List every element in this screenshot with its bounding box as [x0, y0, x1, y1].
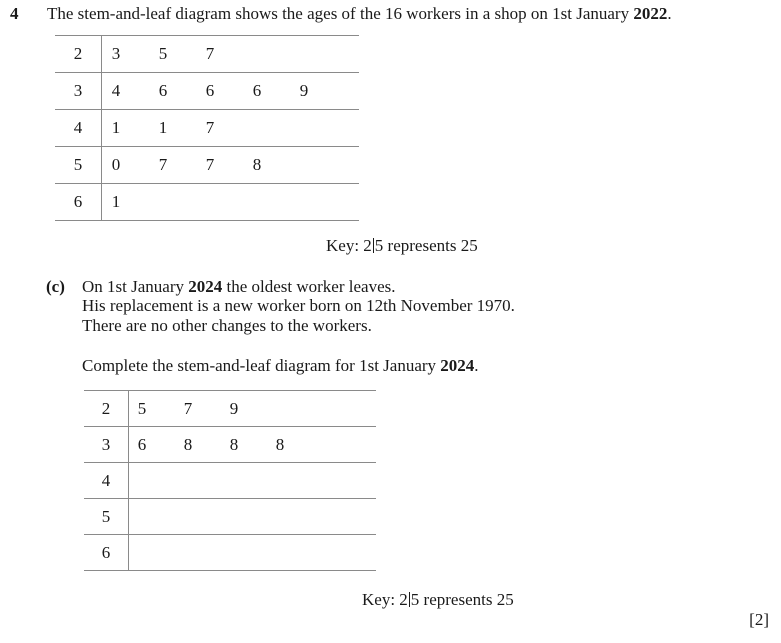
leaf-value: 8 — [183, 434, 193, 454]
leaf-value: 9 — [299, 81, 309, 100]
key-2024-suffix: 5 represents 25 — [410, 590, 514, 609]
question-number: 4 — [10, 4, 19, 23]
part-c-line-3: There are no other changes to the workers. — [82, 316, 372, 335]
leaf-value: 7 — [205, 118, 215, 137]
part-c-line-1-prefix: On 1st January — [82, 277, 189, 296]
leaves-cell — [102, 184, 360, 221]
stem-cell: 6 — [84, 535, 129, 571]
key-2022-divider — [373, 238, 374, 253]
diagram-row — [84, 427, 376, 463]
leaf-value: 8 — [252, 155, 262, 174]
leaves-cell[interactable] — [129, 463, 377, 499]
question-stem-prefix: The stem-and-leaf diagram shows the ages of the 16 workers in a shop on 1st January — [47, 4, 634, 23]
leaf-value: 7 — [158, 155, 168, 174]
leaf-value: 8 — [229, 434, 239, 454]
key-2024-prefix: Key: 2 — [362, 590, 408, 609]
stem-cell: 3 — [55, 73, 102, 110]
part-c-instruction-suffix: . — [474, 356, 479, 375]
leaves-cell[interactable] — [129, 391, 377, 427]
key-2022 — [326, 236, 478, 256]
leaf-value: 7 — [183, 398, 193, 418]
diagram-row — [55, 147, 359, 184]
stem-cell: 5 — [55, 147, 102, 184]
leaf-value: 6 — [252, 81, 262, 100]
part-c-instruction-prefix: Complete the stem-and-leaf diagram for 1st January — [82, 356, 441, 375]
diagram-row — [55, 36, 359, 73]
leaves-cell — [102, 147, 360, 184]
part-c-line-1 — [82, 277, 395, 297]
leaf-value: 7 — [205, 44, 215, 63]
leaf-value: 3 — [111, 44, 121, 63]
leaves-cell — [102, 36, 360, 73]
question-stem — [47, 4, 672, 24]
diagram-row — [55, 184, 359, 221]
stem-cell: 6 — [55, 184, 102, 221]
leaf-value: 5 — [137, 398, 147, 418]
stem-cell: 4 — [84, 463, 129, 499]
leaf-value: 6 — [158, 81, 168, 100]
leaves-cell — [102, 73, 360, 110]
leaves-cell[interactable] — [129, 535, 377, 571]
part-c-line-1-year: 2024 — [188, 277, 223, 296]
stem-leaf-diagram-2024 — [84, 390, 376, 571]
diagram-row — [84, 499, 376, 535]
marks-available: [2] — [749, 610, 769, 629]
diagram-row — [84, 535, 376, 571]
question-stem-year: 2022 — [633, 4, 668, 23]
leaf-value: 7 — [205, 155, 215, 174]
leaf-value: 6 — [205, 81, 215, 100]
leaves-cell[interactable] — [129, 499, 377, 535]
stem-cell: 3 — [84, 427, 129, 463]
leaf-value: 1 — [111, 118, 121, 137]
key-2022-prefix: Key: 2 — [326, 236, 372, 255]
stem-cell: 5 — [84, 499, 129, 535]
diagram-row — [55, 73, 359, 110]
leaf-value: 9 — [229, 398, 239, 418]
leaves-cell[interactable] — [129, 427, 377, 463]
diagram-row — [55, 110, 359, 147]
leaf-value: 5 — [158, 44, 168, 63]
part-c-instruction — [82, 356, 479, 376]
question-stem-suffix: . — [667, 4, 672, 23]
leaf-value: 0 — [111, 155, 121, 174]
leaf-value: 4 — [111, 81, 121, 100]
leaf-value: 8 — [275, 434, 285, 454]
leaf-value: 6 — [137, 434, 147, 454]
diagram-row — [84, 463, 376, 499]
stem-cell: 2 — [84, 391, 129, 427]
stem-cell: 2 — [55, 36, 102, 73]
part-c-instruction-year: 2024 — [440, 356, 475, 375]
leaf-value: 1 — [158, 118, 168, 137]
stem-cell: 4 — [55, 110, 102, 147]
part-c-label: (c) — [46, 277, 65, 296]
leaf-value: 1 — [111, 192, 121, 211]
key-2022-suffix: 5 represents 25 — [374, 236, 478, 255]
diagram-row — [84, 391, 376, 427]
leaves-cell — [102, 110, 360, 147]
part-c-line-2: His replacement is a new worker born on 12th November 1970. — [82, 296, 515, 315]
stem-leaf-diagram-2022 — [55, 35, 359, 221]
part-c-line-1-suffix: the oldest worker leaves. — [222, 277, 396, 296]
key-2024 — [362, 590, 514, 610]
key-2024-divider — [409, 592, 410, 607]
